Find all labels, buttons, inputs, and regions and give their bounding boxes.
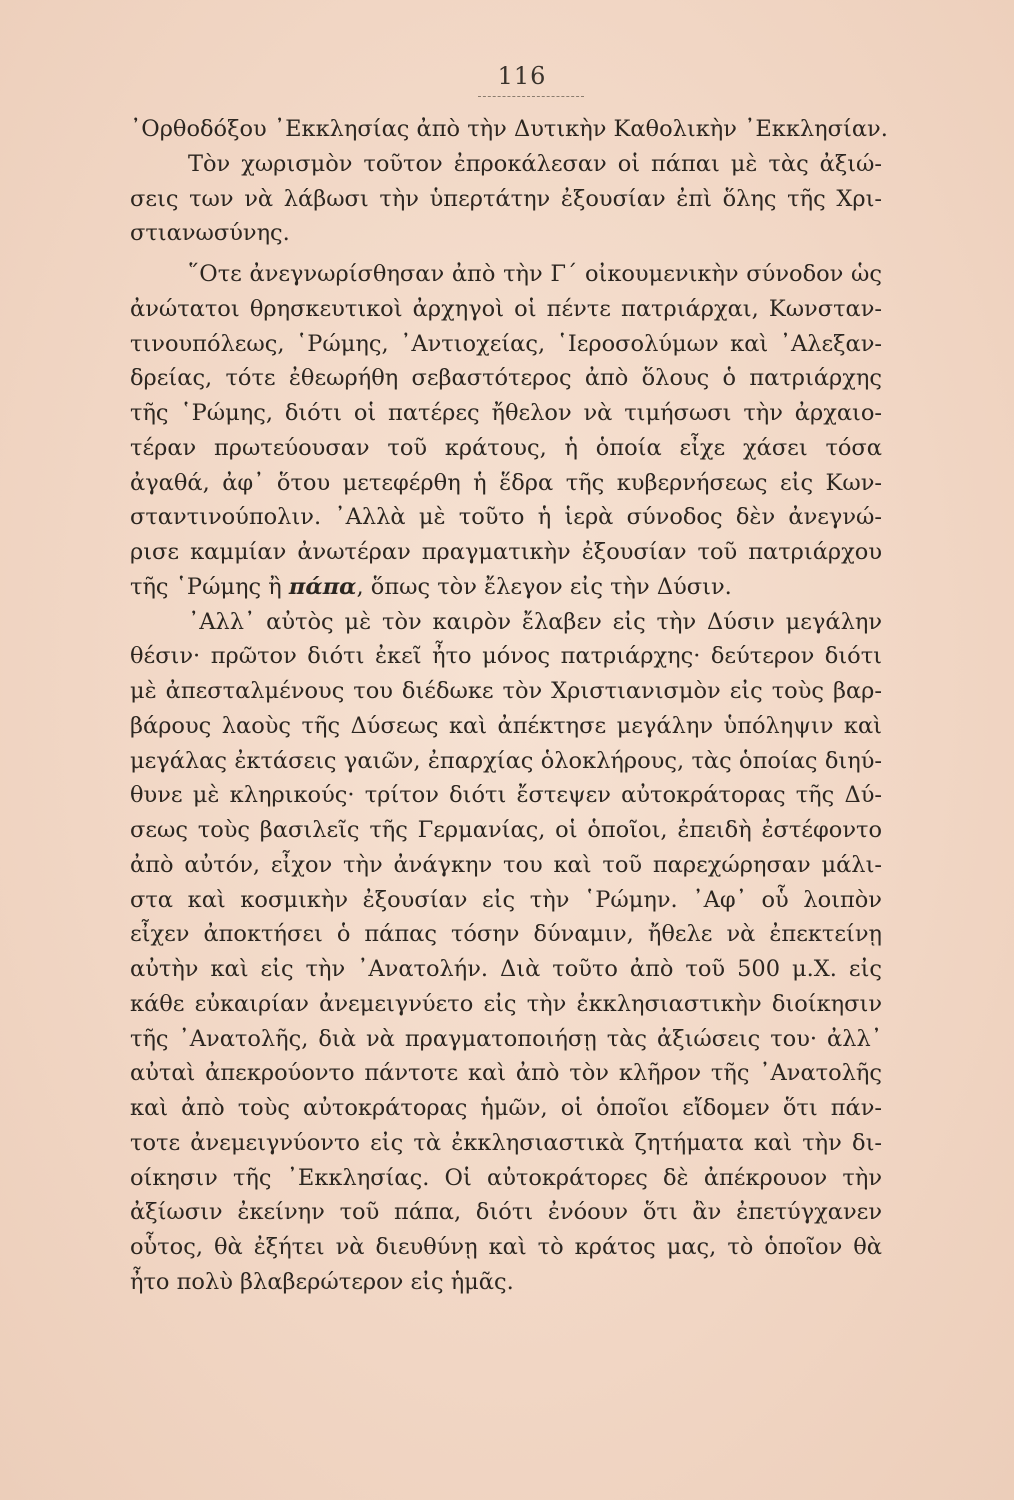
text-line: στιανωσύνης.: [130, 220, 290, 247]
text-line: αὐταὶ ἀπεκρούοντο πάντοτε καὶ ἀπὸ τὸν κλῆρον τῆς ᾿Ανατολῆς: [130, 1060, 882, 1087]
text-line: καὶ ἀπὸ τοὺς αὐτοκράτορας ἡμῶν, οἱ ὁποῖοι εἴδομεν ὅτι πάν-: [130, 1095, 882, 1121]
text-line: ᾿Ορθοδόξου ᾿Εκκλησίας ἀπὸ τὴν Δυτικὴν Καθολικὴν ᾿Εκκλησίαν.: [130, 116, 888, 142]
text-line: τοτε ἀνεμειγνύοντο εἰς τὰ ἐκκλησιαστικὰ ζητήματα καὶ τὴν δι-: [130, 1129, 882, 1156]
text-line: τινουπόλεως, ῾Ρώμης, ᾿Αντιοχείας, ῾Ιεροσολύμων καὶ ᾿Αλεξαν-: [130, 330, 882, 357]
text-line: [130, 570, 882, 605]
text-line: μὲ ἀπεσταλμένους του διέδωκε τὸν Χριστιανισμὸν εἰς τοὺς βαρ-: [130, 678, 882, 704]
text-fragment: τῆς ῾Ρώμης ἢ: [130, 573, 282, 600]
text-line: αὐτὴν καὶ εἰς τὴν ᾿Ανατολήν. Διὰ τοῦτο ἀπὸ τοῦ 500 μ.Χ. εἰς: [130, 956, 882, 982]
text-line: θυνε μὲ κληρικούς· τρίτον διότι ἔστεψεν αὐτοκράτορας τῆς Δύ-: [130, 782, 882, 809]
emphasized-word: πάπα: [288, 573, 357, 600]
text-line: στα καὶ κοσμικὴν ἐξουσίαν εἰς τὴν ῾Ρώμην. ᾿Αφ᾿ οὗ λοιπὸν: [130, 886, 882, 913]
text-line: οίκησιν τῆς ᾿Εκκλησίας. Οἱ αὐτοκράτορες δὲ ἀπέκρουον τὴν: [130, 1164, 882, 1191]
text-line: κάθε εὐκαιρίαν ἀνεμειγνύετο εἰς τὴν ἐκκλησιαστικὴν διοίκησιν: [130, 990, 882, 1017]
text-line: οὗτος, θὰ ἐξήτει νὰ διευθύνῃ καὶ τὸ κράτος μας, τὸ ὁποῖον θὰ: [130, 1234, 882, 1260]
text-line: σεως τοὺς βασιλεῖς τῆς Γερμανίας, οἱ ὁποῖοι, ἐπειδὴ ἐστέφοντο: [130, 817, 882, 843]
text-line: σταντινούπολιν. ᾿Αλλὰ μὲ τοῦτο ἡ ἱερὰ σύνοδος δὲν ἀνεγνώ-: [130, 504, 882, 531]
text-line: τῆς ᾿Ανατολῆς, διὰ νὰ πραγματοποιήσῃ τὰς ἀξιώσεις του· ἀλλ᾿: [130, 1025, 882, 1052]
text-line: ρισε καμμίαν ἀνωτέραν πραγματικὴν ἐξουσίαν τοῦ πατριάρχου: [130, 539, 882, 565]
page-number-rule: [478, 96, 584, 97]
text-fragment: , ὅπως τὸν ἔλεγον εἰς τὴν Δύσιν.: [356, 573, 732, 600]
text-line: τῆς ῾Ρώμης, διότι οἱ πατέρες ἤθελον νὰ τιμήσωσι τὴν ἀρχαιο-: [130, 400, 882, 426]
body-text: [130, 112, 888, 1300]
text-line: δρείας, τότε ἐθεωρήθη σεβαστότερος ἀπὸ ὅλους ὁ πατριάρχης: [130, 365, 882, 392]
text-line: ἀπὸ αὐτόν, εἶχον τὴν ἀνάγκην του καὶ τοῦ παρεχώρησαν μάλι-: [130, 851, 882, 878]
text-line: ᾿Αλλ᾿ αὐτὸς μὲ τὸν καιρὸν ἔλαβεν εἰς τὴν Δύσιν μεγάλην: [188, 608, 882, 635]
text-line: ῞Οτε ἀνεγνωρίσθησαν ἀπὸ τὴν Γ΄ οἰκουμενικὴν σύνοδον ὡς: [188, 261, 882, 287]
page-number: 116: [497, 62, 547, 90]
text-line: μεγάλας ἐκτάσεις γαιῶν, ἐπαρχίας ὁλοκλήρους, τὰς ὁποίας διηύ-: [130, 747, 882, 774]
text-line: βάρους λαοὺς τῆς Δύσεως καὶ ἀπέκτησε μεγάλην ὑπόληψιν καὶ: [130, 712, 882, 739]
text-line: ἀγαθά, ἀφ᾿ ὅτου μετεφέρθη ἡ ἕδρα τῆς κυβερνήσεως εἰς Κων-: [130, 469, 882, 496]
text-line: εἶχεν ἀποκτήσει ὁ πάπας τόσην δύναμιν, ἤθελε νὰ ἐπεκτείνῃ: [130, 921, 882, 948]
text-line: τέραν πρωτεύουσαν τοῦ κράτους, ἡ ὁποία εἶχε χάσει τόσα: [130, 434, 882, 461]
text-line: ἀνώτατοι θρησκευτικοὶ ἀρχηγοὶ οἱ πέντε πατριάρχαι, Κωνσταν-: [130, 295, 882, 322]
text-line: θέσιν· πρῶτον διότι ἐκεῖ ἦτο μόνος πατριάρχης· δεύτερον διότι: [130, 643, 882, 670]
text-line: ἦτο πολὺ βλαβερώτερον εἰς ἡμᾶς.: [130, 1268, 514, 1295]
text-line: Τὸν χωρισμὸν τοῦτον ἐπροκάλεσαν οἱ πάπαι μὲ τὰς ἀξιώ-: [188, 150, 882, 177]
text-line: ἀξίωσιν ἐκείνην τοῦ πάπα, διότι ἐνόουν ὅτι ἂν ἐπετύγχανεν: [130, 1199, 882, 1226]
text-line: σεις των νὰ λάβωσι τὴν ὑπερτάτην ἐξουσίαν ἐπὶ ὅλης τῆς Χρι-: [130, 185, 882, 212]
